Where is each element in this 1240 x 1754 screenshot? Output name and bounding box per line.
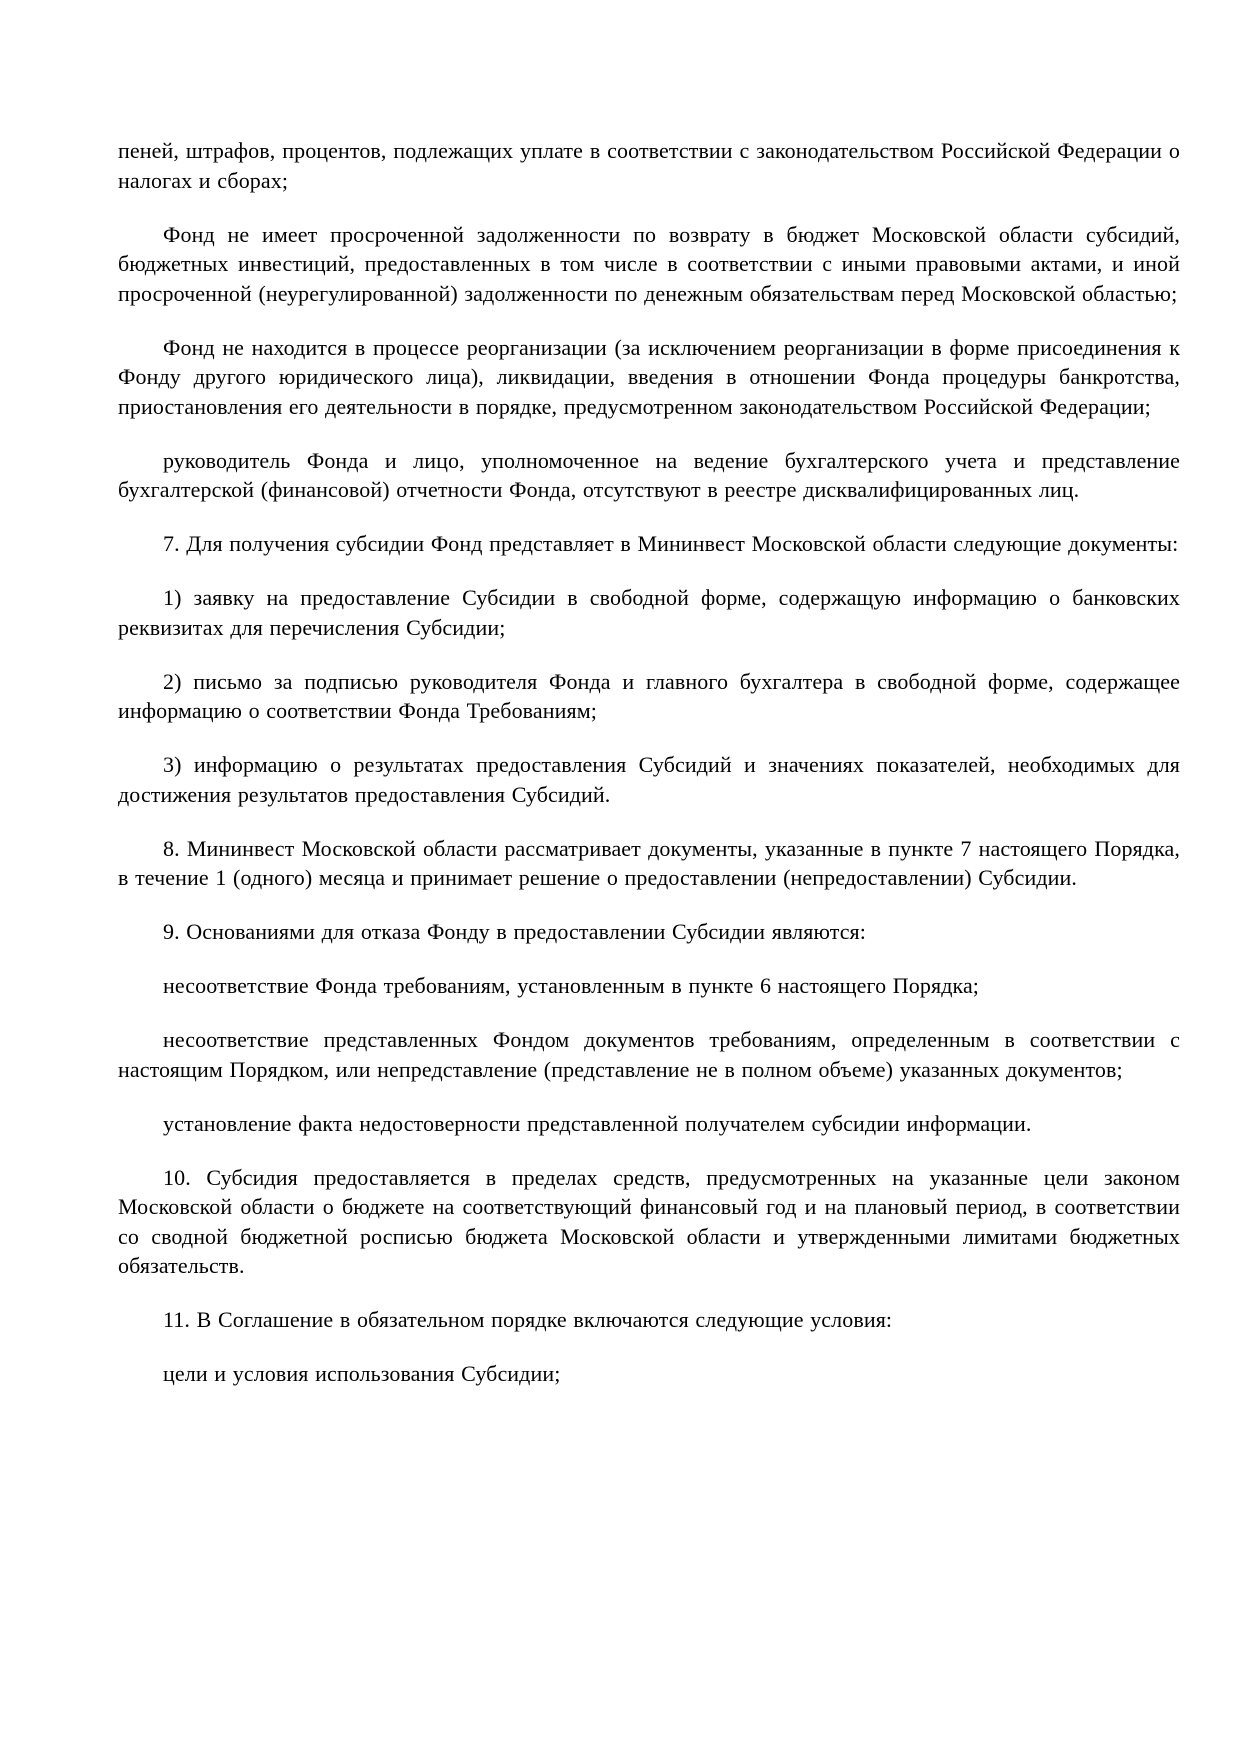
paragraph: несоответствие Фонда требованиям, установленным в пункте 6 настоящего Порядка; bbox=[163, 973, 980, 998]
paragraph: 10. Субсидия предоставляется в пределах средств, предусмотренных на указанные цели законом Московской области о бюджете на соответствующий финансовый год и на плановый период, в соответствии со сводной бюджетной росписью бюджета Московской области и утвержденными лимитами бюджетных обязательств. bbox=[118, 1164, 1180, 1278]
paragraph: 2) письмо за подписью руководителя Фонда и главного бухгалтера в свободной форме, содержащее информацию о соответствии Фонда Требованиям; bbox=[118, 668, 1180, 723]
paragraph: пеней, штрафов, процентов, подлежащих уплате в соответствии с законодательством Российской Федерации о налогах и сборах; bbox=[118, 138, 1180, 193]
paragraph: 1) заявку на предоставление Субсидии в свободной форме, содержащую информацию о банковских реквизитах для перечисления Субсидии; bbox=[118, 585, 1180, 640]
paragraph: несоответствие представленных Фондом документов требованиям, определенным в соответствии с настоящим Порядком, или непредставление (представление не в полном объеме) указанных документов; bbox=[118, 1027, 1180, 1082]
paragraph: 9. Основаниями для отказа Фонду в предоставлении Субсидии являются: bbox=[163, 919, 866, 944]
document-body bbox=[118, 136, 1180, 1389]
paragraph: 7. Для получения субсидии Фонд представляет в Мининвест Московской области следующие документы: bbox=[163, 531, 1179, 556]
paragraph: 8. Мининвест Московской области рассматривает документы, указанные в пункте 7 настоящего Порядка, в течение 1 (одного) месяца и принимает решение о предоставлении (непредоставлении) Субсидии. bbox=[118, 835, 1180, 890]
paragraph: 11. В Соглашение в обязательном порядке включаются следующие условия: bbox=[163, 1307, 893, 1332]
paragraph: руководитель Фонда и лицо, уполномоченное на ведение бухгалтерского учета и представление бухгалтерской (финансовой) отчетности Фонда, отсутствуют в реестре дисквалифицированных лиц. bbox=[118, 447, 1180, 502]
paragraph: Фонд не имеет просроченной задолженности по возврату в бюджет Московской области субсидий, бюджетных инвестиций, предоставленных в том числе в соответствии с иными правовыми актами, и иной просроченной (неурегулированной) задолженности по денежным обязательствам перед Московской областью; bbox=[118, 221, 1180, 306]
paragraph: 3) информацию о результатах предоставления Субсидий и значениях показателей, необходимых для достижения результатов предоставления Субсидий. bbox=[118, 752, 1180, 807]
paragraph: Фонд не находится в процессе реорганизации (за исключением реорганизации в форме присоединения к Фонду другого юридического лица), ликвидации, введения в отношении Фонда процедуры банкротства, приостановления его деятельности в порядке, предусмотренном законодательством Российской Федерации; bbox=[118, 334, 1180, 419]
paragraph: установление факта недостоверности представленной получателем субсидии информации. bbox=[163, 1110, 1032, 1136]
paragraph: цели и условия использования Субсидии; bbox=[163, 1361, 561, 1386]
